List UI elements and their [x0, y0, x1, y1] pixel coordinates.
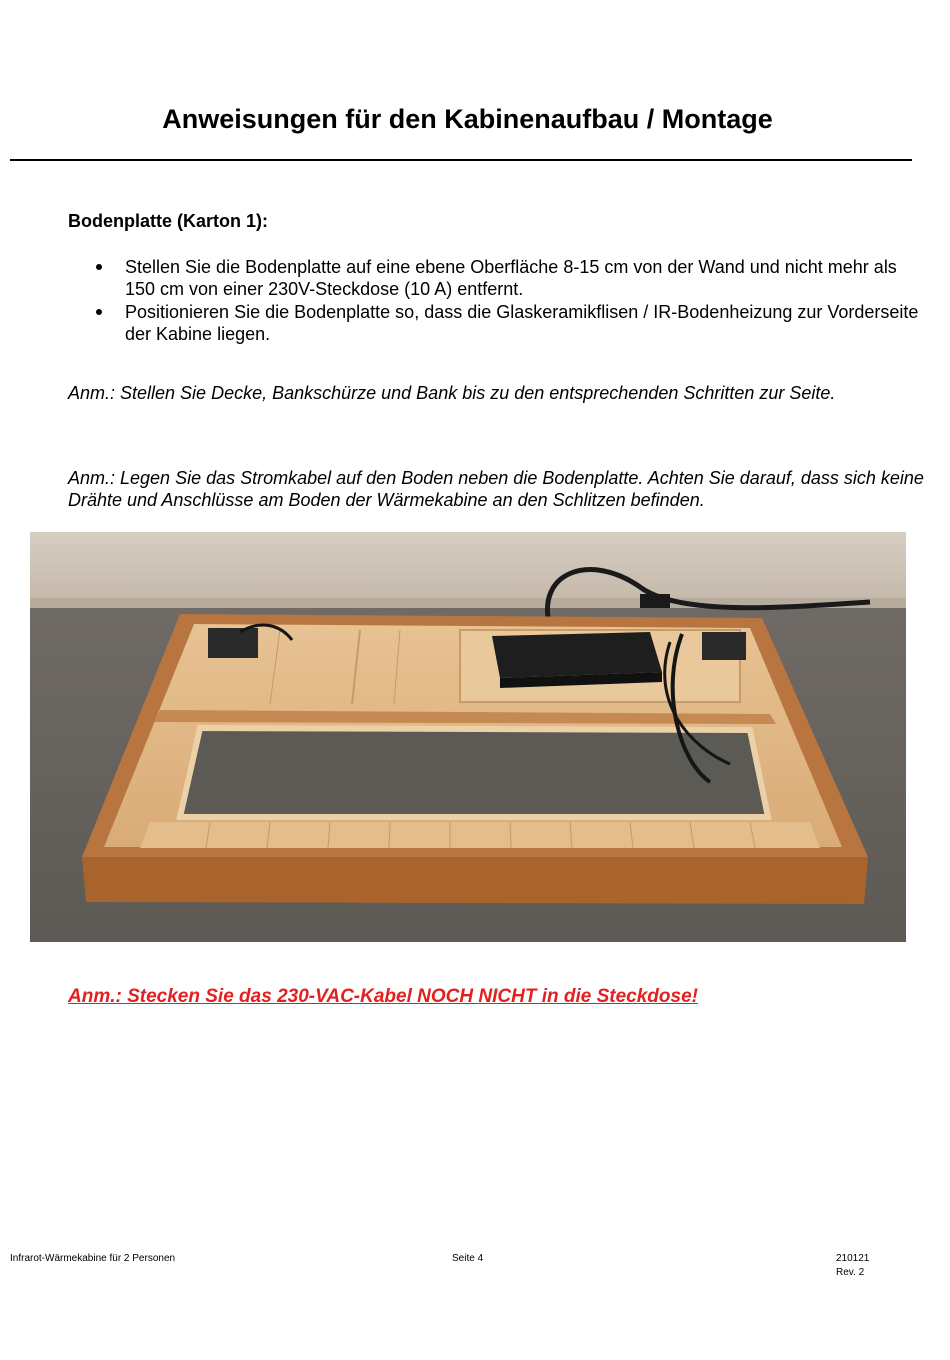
section-heading: Bodenplatte (Karton 1):	[68, 211, 268, 231]
floor-plate-photo	[30, 532, 906, 942]
page-title: Anweisungen für den Kabinenaufbau / Montage	[162, 104, 773, 134]
list-item	[96, 256, 926, 300]
list-item	[96, 301, 926, 345]
bullet-icon	[96, 264, 102, 270]
bullet-text: Stellen Sie die Bodenplatte auf eine ebene Oberfläche 8-15 cm von der Wand und nicht mehr als 150 cm von einer 230V-Steckdose (10 A) entfernt.	[125, 257, 897, 299]
title-divider	[10, 159, 912, 161]
bullet-text: Positionieren Sie die Bodenplatte so, dass die Glaskeramikflisen / IR-Bodenheizung zur Vorderseite der Kabine liegen.	[125, 302, 919, 344]
footer-date-code: 210121	[836, 1253, 870, 1264]
note-set-aside: Anm.: Stellen Sie Decke, Bankschürze und Bank bis zu den entsprechenden Schritten zur Seite.	[68, 383, 836, 403]
footer-page-number: Seite 4	[452, 1253, 484, 1264]
footer-rev: Rev. 2	[836, 1267, 865, 1278]
footer-product: Infrarot-Wärmekabine für 2 Personen	[10, 1253, 176, 1264]
bullet-icon	[96, 309, 102, 315]
warning-note: Anm.: Stecken Sie das 230-VAC-Kabel NOCH NICHT in die Steckdose!	[68, 986, 698, 1007]
footer-revision	[836, 1252, 869, 1280]
note-power-cable: Anm.: Legen Sie das Stromkabel auf den Boden neben die Bodenplatte. Achten Sie darauf, dass sich keine Drähte und Anschlüsse am Boden der Wärmekabine an den Schlitzen befinden.	[68, 468, 924, 510]
instruction-list	[96, 256, 926, 346]
